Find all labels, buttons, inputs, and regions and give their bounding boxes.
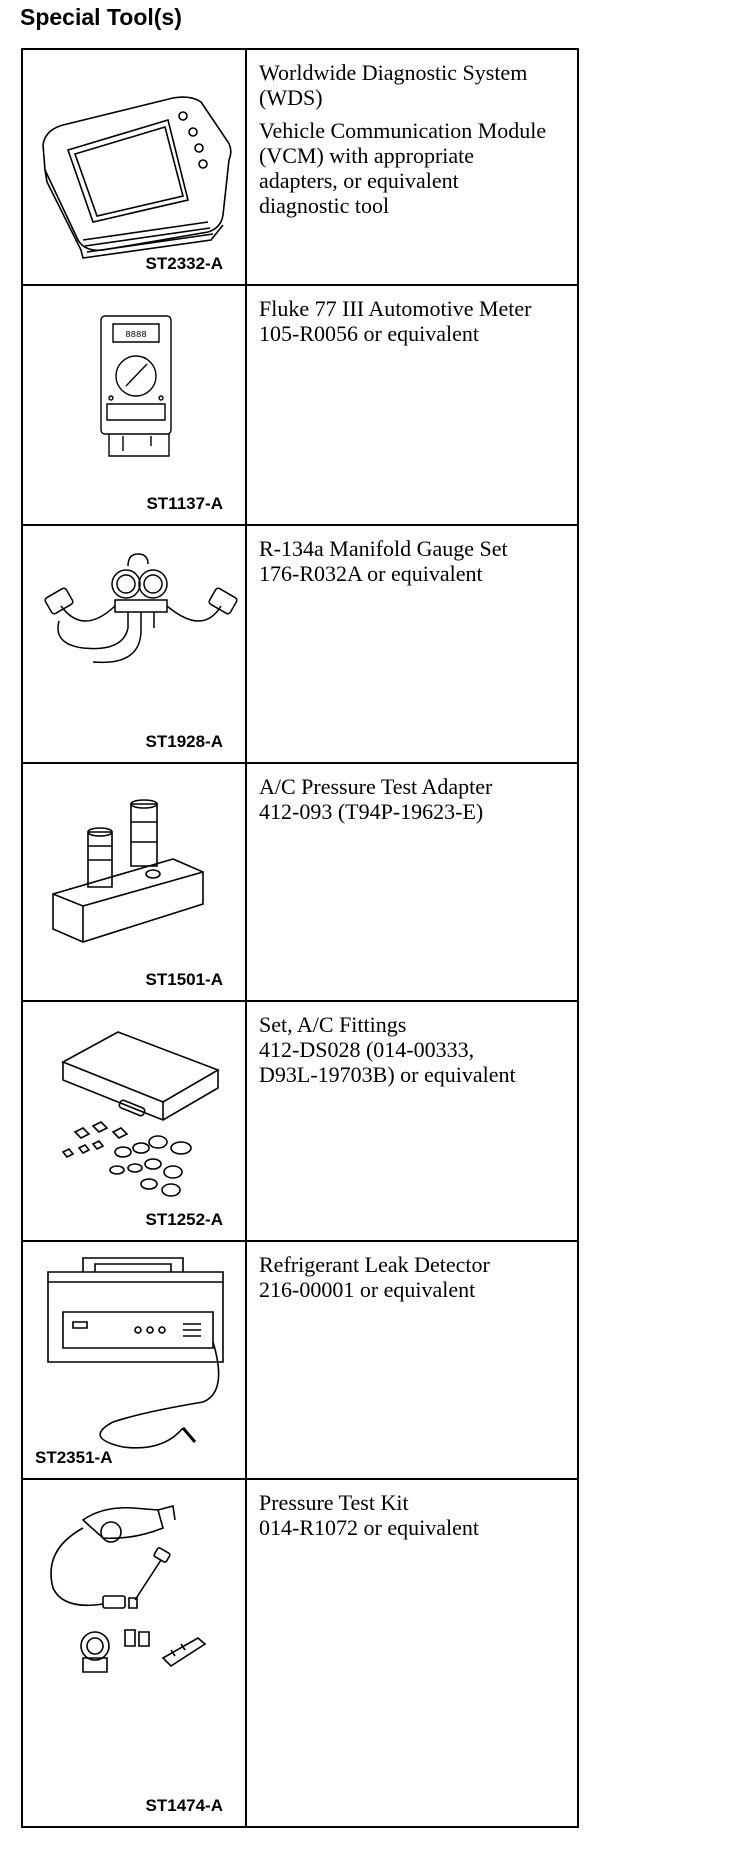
tool-name: A/C Pressure Test Adapter 412-093 (T94P-19623-E) [259, 774, 493, 824]
manifold-gauge-icon [23, 526, 247, 762]
tool-code: ST1252-A [145, 1210, 223, 1229]
tool-image-cell [23, 1002, 247, 1240]
pressure-adapter-icon [23, 764, 247, 1000]
tool-code: ST1137-A [146, 494, 223, 513]
tool-image-cell [23, 1480, 247, 1826]
multimeter-icon [23, 286, 247, 524]
special-tools-table [21, 48, 579, 1828]
tool-description [259, 1490, 571, 1548]
tool-image-cell [23, 286, 247, 524]
tool-image-cell [23, 1242, 247, 1478]
diagnostic-system-icon [23, 50, 247, 284]
tool-name: Set, A/C Fittings 412-DS028 (014-00333, D93L-19703B) or equivalent [259, 1012, 516, 1087]
tool-description [259, 296, 571, 354]
tool-name: Fluke 77 III Automotive Meter 105-R0056 or equivalent [259, 296, 532, 346]
table-row [23, 1242, 577, 1480]
table-row [23, 764, 577, 1002]
table-row [23, 1002, 577, 1242]
page-title: Special Tool(s) [20, 4, 182, 30]
pressure-test-kit-icon [23, 1480, 247, 1824]
tool-image-cell [23, 526, 247, 762]
tool-image-cell [23, 50, 247, 284]
tool-code: ST1474-A [145, 1796, 223, 1815]
svg-text:8888: 8888 [125, 330, 147, 340]
tool-code: ST1501-A [145, 970, 223, 989]
table-row [23, 50, 577, 286]
tool-name: Pressure Test Kit 014-R1072 or equivalent [259, 1490, 479, 1540]
tool-description [259, 1252, 571, 1310]
tool-code: ST2351-A [35, 1448, 113, 1467]
fittings-case-icon [23, 1002, 247, 1240]
tool-image-cell [23, 764, 247, 1000]
tool-description [259, 536, 571, 594]
table-row [23, 286, 577, 526]
tool-code: ST1928-A [145, 732, 223, 751]
tool-description [259, 60, 571, 226]
tool-name: R-134a Manifold Gauge Set 176-R032A or equivalent [259, 536, 508, 586]
table-row [23, 526, 577, 764]
tool-name: Worldwide Diagnostic System (WDS) [259, 60, 528, 110]
leak-detector-icon [23, 1242, 247, 1478]
tool-name: Refrigerant Leak Detector 216-00001 or equivalent [259, 1252, 490, 1302]
tool-details: Vehicle Communication Module (VCM) with appropriate adapters, or equivalent diagnostic tool [259, 118, 547, 218]
tool-description [259, 1012, 571, 1095]
tool-code: ST2332-A [145, 254, 223, 273]
tool-description [259, 774, 571, 832]
table-row [23, 1480, 577, 1826]
